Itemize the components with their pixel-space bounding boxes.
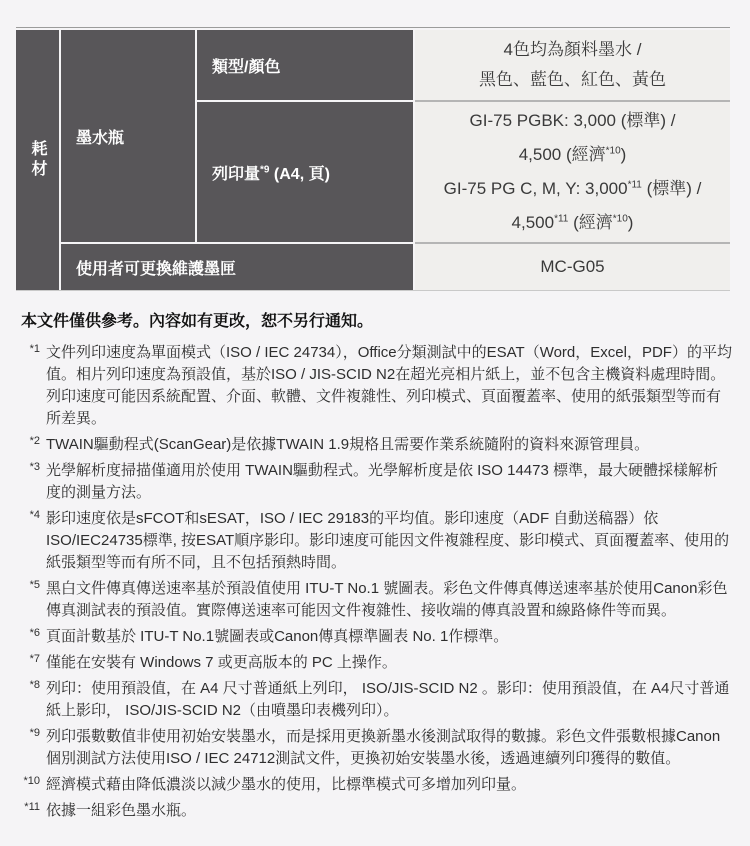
group-cell-ink-bottle <box>61 30 195 242</box>
footnote-item <box>0 626 750 648</box>
footnote-item <box>0 774 750 796</box>
label-cell-type-colour <box>197 30 413 100</box>
footnote-text: 影印速度依是sFCOT和sESAT，ISO / IEC 29183的平均值。影印速度（ADF 自動送稿器）依ISO/IEC24735標準, 按ESAT順序影印。影印速度可能因文件複雜程度、影印模式、頁面覆蓋率、使用的紙張類型等而有所不同，且不包括預熱時間。 <box>46 510 730 571</box>
footnote-item <box>0 578 750 622</box>
value-cell-type-colour: 4色均為顏料墨水 / 黑色、藍色、紅色、黃色 <box>479 40 666 89</box>
footnote-item <box>0 800 750 822</box>
label-cell-print-yield <box>197 102 413 242</box>
disclaimer-text: 本文件僅供參考。內容如有更改，恕不另行通知。 <box>21 313 374 330</box>
footnote-item <box>0 508 750 574</box>
footnote-text: TWAIN驅動程式(ScanGear)是依據TWAIN 1.9規格且需要作業系統隨附的資料來源管理員。 <box>46 436 650 453</box>
value-cell-maintenance-cartridge: MC-G05 <box>540 257 605 276</box>
footnote-text: 光學解析度掃描僅適用於使用 TWAIN驅動程式。光學解析度是依 ISO 14473 標準，最大硬體採樣解析度的測量方法。 <box>46 462 718 501</box>
footnote-marker: *7 <box>29 653 40 665</box>
print-yield-label: 列印量$^{*9}$ (A4, 頁) <box>212 164 330 183</box>
footnote-text: 依據一組彩色墨水瓶。 <box>46 802 197 819</box>
footnote-marker: *6 <box>29 627 40 639</box>
footnote-marker: *8 <box>29 679 40 691</box>
value-cell-print-yield: GI-75 PGBK: 3,000 (標準) / 4,500 (經濟$^{*10}$) GI-75 PG C, M, Y: 3,000$^{*11}$ (標準) / 4,500$^{*11}$ (經濟$^{*10}$) <box>443 111 702 232</box>
footnotes <box>0 342 750 822</box>
footnote-marker: *9 <box>29 727 40 739</box>
ink-bottle-label: 墨水瓶 <box>76 129 125 147</box>
footnote-marker: *1 <box>29 343 40 355</box>
footnote-marker: *4 <box>29 509 40 521</box>
footnote-text: 列印：使用預設值，在 A4 尺寸普通紙上列印， ISO/JIS-SCID N2 。影印：使用預設值，在 A4尺寸普通紙上影印， ISO/JIS-SCID N2（由噴墨印表機列印）。 <box>46 680 730 719</box>
footnote-marker: *5 <box>29 579 40 591</box>
value-row-divider-2 <box>415 242 730 244</box>
footnote-marker: *2 <box>29 435 40 447</box>
footnote-item <box>0 342 750 430</box>
footnote-text: 經濟模式藉由降低濃淡以減少墨水的使用，比標準模式可多增加列印量。 <box>46 776 527 793</box>
footnote-text: 列印張數數值非使用初始安裝墨水，而是採用更換新墨水後測試取得的數據。彩色文件張數根據Canon個別測試方法使用ISO / IEC 24712測試文件，更換初始安裝墨水後，透過連續列印獲得的數值。 <box>46 728 721 767</box>
type-colour-label: 類型/顏色 <box>212 58 281 76</box>
footnote-item <box>0 652 750 674</box>
footnote-item <box>0 678 750 722</box>
footnote-marker: *3 <box>29 461 40 473</box>
footnote-text: 黑白文件傳真傳送速率基於預設值使用 ITU-T No.1 號圖表。彩色文件傳真傳送速率基於使用Canon彩色傳真測試表的預設值。實際傳送速率可能因文件複雜性、接收端的傳真設置和線路條件等而異。 <box>46 580 728 619</box>
consumables-table <box>16 30 730 290</box>
footnote-item <box>0 460 750 504</box>
row-group-cell-consumables <box>16 30 59 290</box>
footnote-text: 頁面計數基於 ITU-T No.1號圖表或Canon傳真標準圖表 No. 1作標準。 <box>46 628 509 645</box>
footnote-marker: *11 <box>24 801 40 813</box>
footnote-marker: *10 <box>23 775 40 787</box>
notes-section <box>0 311 750 826</box>
footnote-item <box>0 726 750 770</box>
footnote-text: 僅能在安裝有 Windows 7 或更高版本的 PC 上操作。 <box>46 654 397 671</box>
footnote-item <box>0 434 750 456</box>
footnote-text: 文件列印速度為單面模式（ISO / IEC 24734），Office分類測試中的ESAT（Word，Excel，PDF）的平均值。相片列印速度為預設值，基於ISO / JIS-SCID N2在超光亮相片紙上，並不包含主機資料處理時間。列印速度可能因系統配置、介面、軟體、文件複雜性、列印模式、頁面覆蓋率、使用的紙張類型等而有所差異。 <box>46 344 732 427</box>
label-cell-maintenance-cartridge <box>61 244 413 290</box>
row-group-label: 耗材 <box>29 140 46 180</box>
maintenance-cartridge-label: 使用者可更換維護墨匣 <box>76 260 237 278</box>
value-row-divider-1 <box>415 100 730 102</box>
